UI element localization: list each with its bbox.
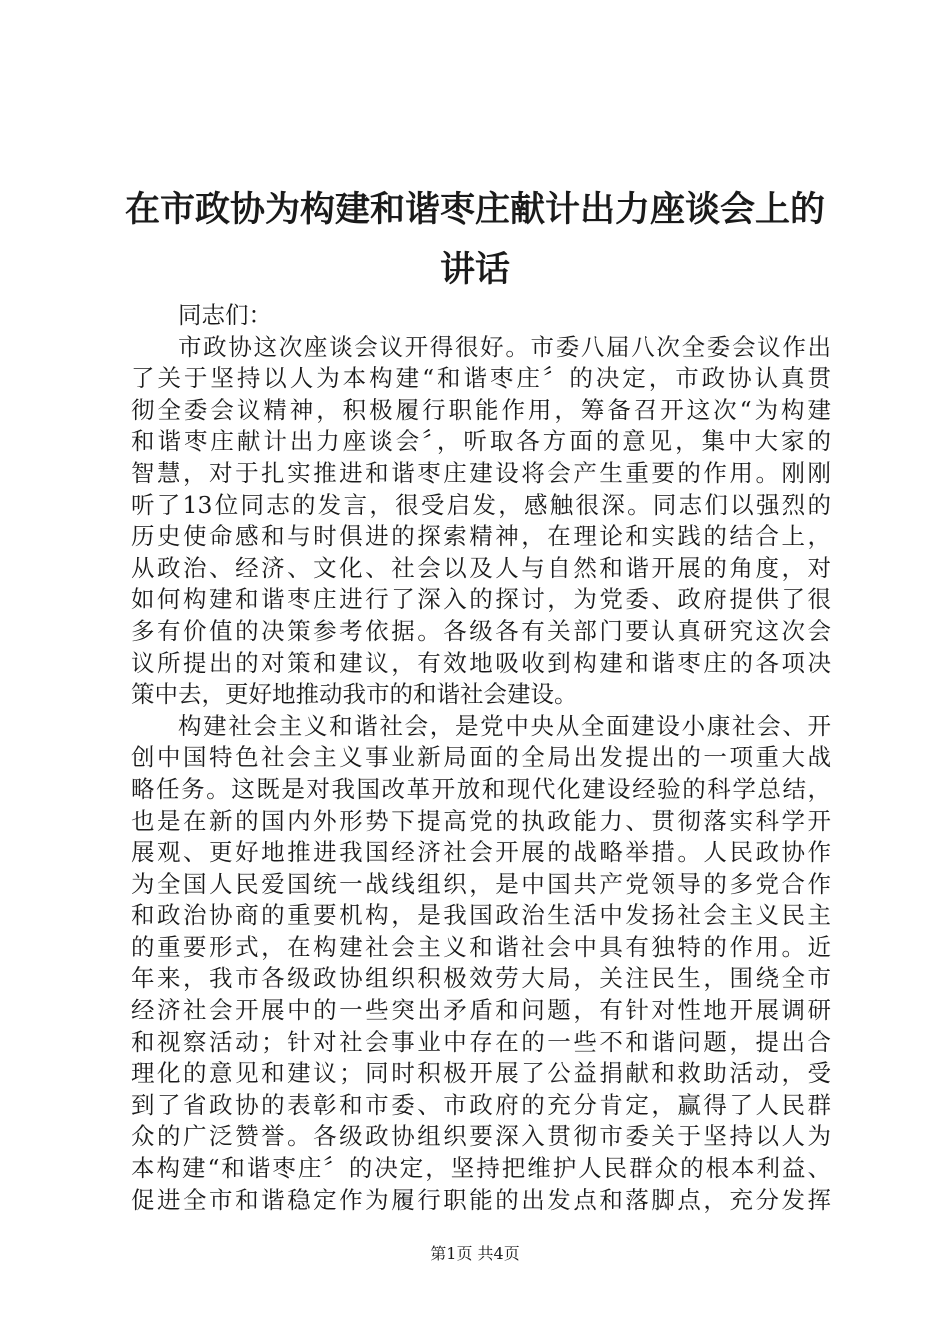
- paragraph-line: 如何构建和谐枣庄进行了深入的探讨，为党委、政府提供了很: [131, 585, 831, 614]
- paragraph-line: 年来，我市各级政协组织积极效劳大局，关注民生，围绕全市: [131, 964, 831, 993]
- paragraph-line: 展观、更好地推进我国经济社会开展的战略举措。人民政协作: [131, 838, 831, 867]
- paragraph-line: 了关于坚持以人为本构建“和谐枣庄〞的决定，市政协认真贯: [131, 364, 831, 393]
- paragraph-line: 众的广泛赞誉。各级政协组织要深入贯彻市委关于坚持以人为: [131, 1122, 831, 1151]
- document-title-line-1: 在市政协为构建和谐枣庄献计出力座谈会上的: [124, 190, 825, 230]
- paragraph-line: 也是在新的国内外形势下提高党的执政能力、贯彻落实科学开: [131, 806, 831, 835]
- salutation: 同志们：: [178, 301, 272, 329]
- paragraph-line: 略任务。这既是对我国改革开放和现代化建设经验的科学总结，: [131, 774, 831, 803]
- paragraph-line: 和谐枣庄献计出力座谈会〞，听取各方面的意见，集中大家的: [131, 427, 831, 456]
- paragraph-line: 本构建“和谐枣庄〞的决定，坚持把维护人民群众的根本利益、: [131, 1154, 831, 1183]
- paragraph-line: 从政治、经济、文化、社会以及人与自然和谐开展的角度，对: [131, 553, 831, 582]
- paragraph-line: 和政治协商的重要机构，是我国政治生活中发扬社会主义民主: [131, 901, 831, 930]
- paragraph-line: 和视察活动；针对社会事业中存在的一些不和谐问题，提出合: [131, 1027, 831, 1056]
- paragraph-line: 理化的意见和建议；同时积极开展了公益捐献和救助活动，受: [131, 1059, 831, 1088]
- paragraph-line: 经济社会开展中的一些突出矛盾和问题，有针对性地开展调研: [131, 996, 831, 1025]
- paragraph-line: 多有价值的决策参考依据。各级各有关部门要认真研究这次会: [131, 616, 831, 645]
- paragraph-line: 创中国特色社会主义事业新局面的全局出发提出的一项重大战: [131, 743, 831, 772]
- paragraph-line: 议所提出的对策和建议，有效地吸收到构建和谐枣庄的各项决: [131, 648, 831, 677]
- paragraph-line: 听了13位同志的发言，很受启发，感触很深。同志们以强烈的: [131, 490, 831, 519]
- paragraph-2: [131, 711, 831, 1217]
- paragraph-line: 彻全委会议精神，积极履行职能作用，筹备召开这次“为构建: [131, 395, 831, 424]
- paragraph-1: [131, 332, 831, 711]
- paragraph-line: 历史使命感和与时俱进的探索精神，在理论和实践的结合上，: [131, 522, 831, 551]
- paragraph-line: 促进全市和谐稳定作为履行职能的出发点和落脚点，充分发挥: [131, 1185, 831, 1214]
- document-body: [131, 300, 831, 1216]
- paragraph-line: 为全国人民爱国统一战线组织，是中国共产党领导的多党合作: [131, 869, 831, 898]
- page-footer: 第1页 共4页: [430, 1244, 520, 1263]
- paragraph-line: 到了省政协的表彰和市委、市政府的充分肯定，赢得了人民群: [131, 1090, 831, 1119]
- paragraph-line: 构建社会主义和谐社会，是党中央从全面建设小康社会、开: [178, 711, 831, 740]
- document-title-line-2: 讲话: [439, 250, 510, 290]
- paragraph-line: 智慧，对于扎实推进和谐枣庄建设将会产生重要的作用。刚刚: [131, 458, 831, 487]
- paragraph-line: 市政协这次座谈会议开得很好。市委八届八次全委会议作出: [178, 332, 831, 361]
- paragraph-line: 的重要形式，在构建社会主义和谐社会中具有独特的作用。近: [131, 932, 831, 961]
- paragraph-line: 策中去，更好地推动我市的和谐社会建设。: [131, 680, 578, 709]
